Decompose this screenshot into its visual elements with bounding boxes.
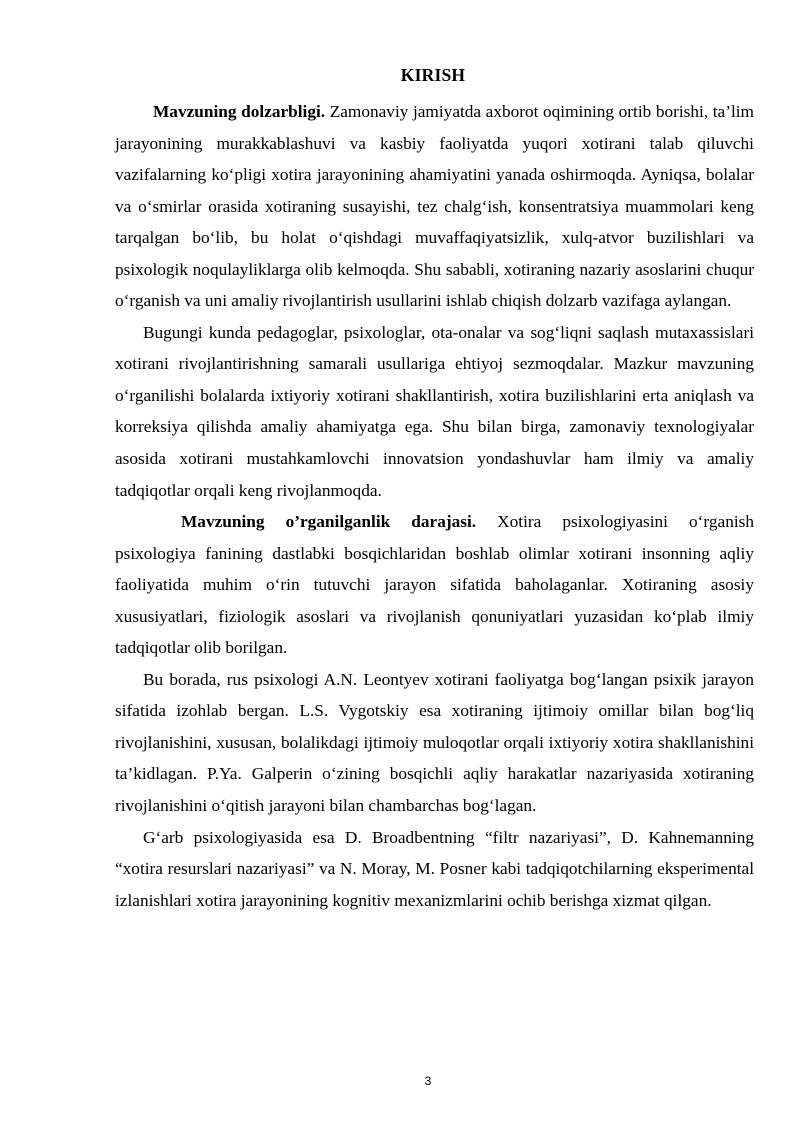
paragraph-relevance: [115, 96, 754, 317]
paragraph-text: Bugungi kunda pedagoglar, psixologlar, ota-onalar va sog‘liqni saqlash mutaxassislari xotirani rivojlantirishning samarali usullariga ehtiyoj sezmoqdalar. Mazkur mavzuning o‘rganilishi bolalarda ixtiyoriy xotirani shakllantirish, xotira buzilishlarini erta aniqlash va korreksiya qilishda amaliy ahamiyatga ega. Shu bilan birga, zamonaviy texnologiyalar asosida xotirani mustahkamlovchi innovatsion yondashuvlar ham ilmiy va amaliy tadqiqotlar orqali keng rivojlanmoqda.: [115, 322, 754, 500]
paragraph-lead: Mavzuning dolzarbligi.: [153, 102, 326, 121]
paragraph-text: Bu borada, rus psixologi A.N. Leontyev xotirani faoliyatga bog‘langan psixik jarayon sifatida izohlab bergan. L.S. Vygotskiy esa xotiraning ijtimoiy omillar bilan bog‘liq rivojlanishini, xususan, bolalikdagi ijtimoiy muloqotlar orqali ixtiyoriy xotira shakllanishini ta’kidlagan. P.Ya. Galperin o‘zining bosqichli aqliy harakatlar nazariyasida xotiraning rivojlanishini o‘qitish jarayoni bilan chambarchas bog‘lagan.: [115, 669, 754, 816]
paragraph-lead: Mavzuning o’rganilganlik darajasi.: [181, 512, 477, 532]
paragraph-text: Xotira psixologiyasini o‘rganish psixologiya fanining dastlabki bosqichlaridan boshlab olimlar xotirani insonning aqliy faoliyatida muhim o‘rin tutuvchi jarayon sifatida baholaganlar. Xotiraning asosiy xususiyatlari, fiziologik asoslari va rivojlanish qonuniyatlari yuzasidan ko‘plab ilmiy tadqiqotlar olib borilgan.: [115, 512, 754, 658]
page-number: 3: [424, 1074, 432, 1088]
paragraph-text: Zamonaviy jamiyatda axborot oqimining ortib borishi, ta’lim jarayonining murakkablashuvi va kasbiy faoliyatda yuqori xotirani talab qiluvchi vazifalarning ko‘pligi xotira jarayonining ahamiyatini yanada oshirmoqda. Ayniqsa, bolalar va o‘smirlar orasida xotiraning susayishi, tez chalg‘ish, konsentratsiya muammolari keng tarqalgan bo‘lib, bu holat o‘qishdagi muvaffaqiyatsizlik, xulq-atvor buzilishlari va psixologik noqulayliklarga olib kelmoqda. Shu sababli, xotiraning nazariy asoslarini chuqur o‘rganish va uni amaliy rivojlantirish usullarini ishlab chiqish dolzarb vazifaga aylangan.: [115, 102, 755, 311]
paragraph-practical-need: [115, 317, 754, 506]
paragraph-russian-psychology: [115, 664, 754, 822]
paragraph-degree-of-study: [115, 506, 754, 664]
paragraph-western-psychology: [115, 822, 754, 917]
section-heading: KIRISH: [400, 65, 466, 85]
paragraph-text: G‘arb psixologiyasida esa D. Broadbentning “filtr nazariyasi”, D. Kahnemanning “xotira resurslari nazariyasi” va N. Moray, M. Posner kabi tadqiqotchilarning eksperimental izlanishlari xotira jarayonining kognitiv mexanizmlarini ochib berishga xizmat qilgan.: [115, 827, 754, 910]
body-text: [115, 96, 754, 916]
